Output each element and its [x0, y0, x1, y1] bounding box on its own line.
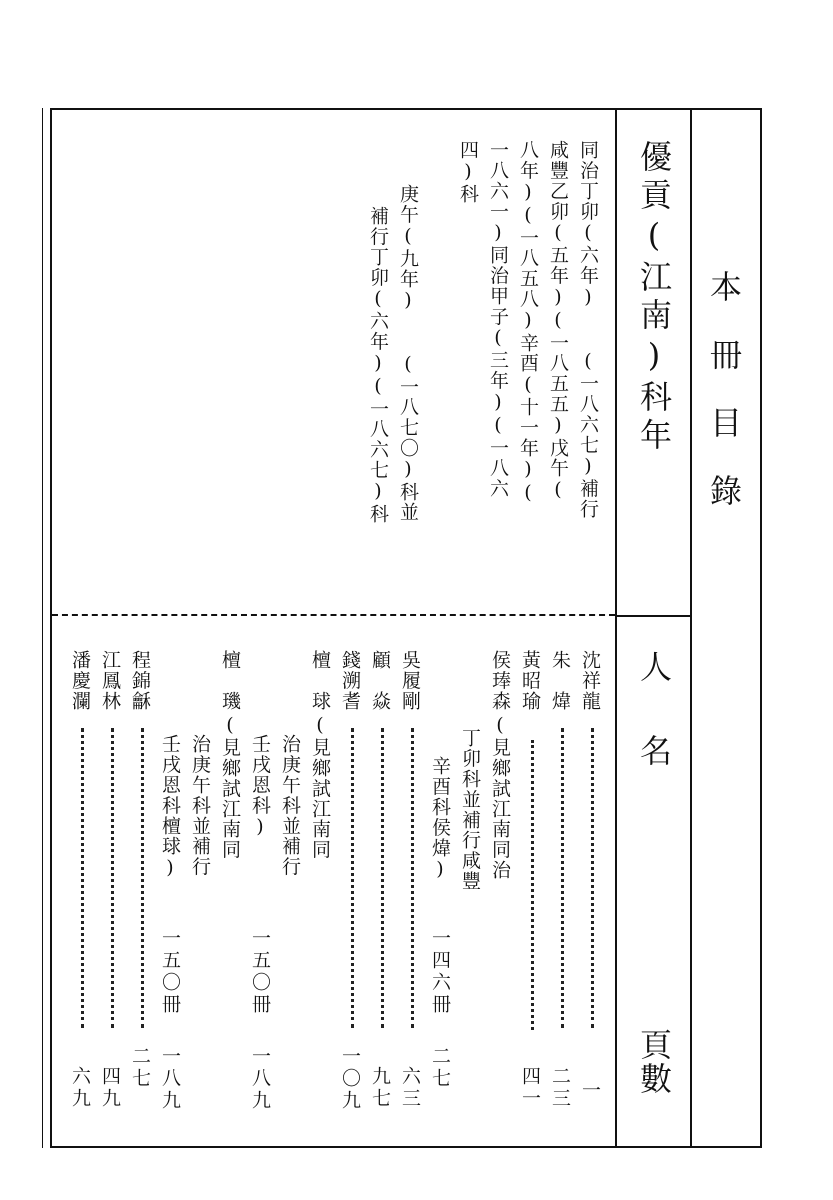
entry-name: 顧 焱	[369, 650, 391, 712]
entry-page: 六三	[399, 1066, 421, 1110]
year-line: 咸豐乙卯(五年)(一八五五)戊午(	[547, 140, 569, 502]
entry-page: 一八九	[159, 1046, 181, 1112]
year-line: 同治丁卯(六年) (一八六七)補行	[577, 140, 599, 520]
leader-dots	[381, 728, 387, 1028]
entry-name: 檀 璣	[219, 650, 241, 712]
entry-volume: 一五〇冊	[249, 928, 271, 1016]
entry-page: 一〇九	[339, 1046, 361, 1112]
leader-dots	[351, 728, 357, 1028]
entry-name: 檀 球	[309, 650, 331, 712]
title-divider	[690, 108, 692, 1148]
entry-note: (見鄉試江南同	[309, 714, 331, 860]
leader-dots	[111, 728, 117, 1028]
entry-name: 侯琫森	[489, 650, 511, 712]
entry-note: 辛酉科侯煒)	[429, 756, 451, 882]
entry-name: 吳履剛	[399, 650, 421, 712]
header-year: 優貢(江南)科年	[635, 140, 673, 456]
entry-page: 一八九	[249, 1046, 271, 1112]
year-line: 八年)(一八五八)辛酉(十一年)(	[517, 140, 539, 505]
outer-left-rule	[42, 108, 43, 1148]
year-line: 四)科	[457, 140, 479, 205]
entry-name: 錢溯耆	[339, 650, 361, 712]
entry-page: 九七	[369, 1066, 391, 1110]
header-divider	[615, 615, 691, 617]
entry-page: 一	[579, 1080, 601, 1102]
entry-page: 六九	[69, 1066, 91, 1110]
entry-name: 沈祥龍	[579, 650, 601, 712]
leader-dots	[531, 740, 537, 1030]
entry-note: (見鄉試江南同	[219, 714, 241, 860]
column-divider	[615, 108, 617, 1148]
entry-name: 程錦龢	[129, 650, 151, 712]
section-dashed-divider	[52, 614, 615, 616]
entry-note: 治庚午科並補行	[189, 734, 211, 877]
entry-page: 四一	[519, 1066, 541, 1110]
leader-dots	[81, 728, 87, 1028]
leader-dots	[411, 728, 417, 1028]
leader-dots	[561, 728, 567, 1028]
year-line: 庚午(九年) (一八七〇)科並	[397, 184, 419, 523]
entry-volume: 一五〇冊	[159, 928, 181, 1016]
entry-page: 二七	[429, 1046, 451, 1090]
entry-name: 江鳳林	[99, 650, 121, 712]
leader-dots	[591, 728, 597, 1028]
entry-volume: 一四六冊	[429, 928, 451, 1016]
entry-page: 四九	[99, 1066, 121, 1110]
leader-dots	[141, 728, 147, 1028]
entry-note: 壬戌恩科)	[249, 734, 271, 839]
entry-note: 壬戌恩科檀球)	[159, 734, 181, 880]
entry-note: (見鄉試江南同治	[489, 714, 511, 881]
entry-name: 潘慶瀾	[69, 650, 91, 712]
entry-note: 丁卯科並補行咸豐	[459, 728, 481, 892]
header-page: 頁數	[635, 1028, 673, 1096]
entry-name: 黃昭瑜	[519, 650, 541, 712]
year-line: 補行丁卯(六年)(一八六七)科	[367, 206, 389, 524]
entry-name: 朱 煒	[549, 650, 571, 712]
entry-page: 二三	[549, 1066, 571, 1110]
entry-page: 二七	[129, 1046, 151, 1090]
entry-note: 治庚午科並補行	[279, 734, 301, 877]
header-name: 人名	[635, 650, 673, 818]
year-line: 一八六一)同治甲子(三年)(一八六	[487, 140, 509, 499]
book-title: 本冊目錄	[705, 270, 743, 542]
